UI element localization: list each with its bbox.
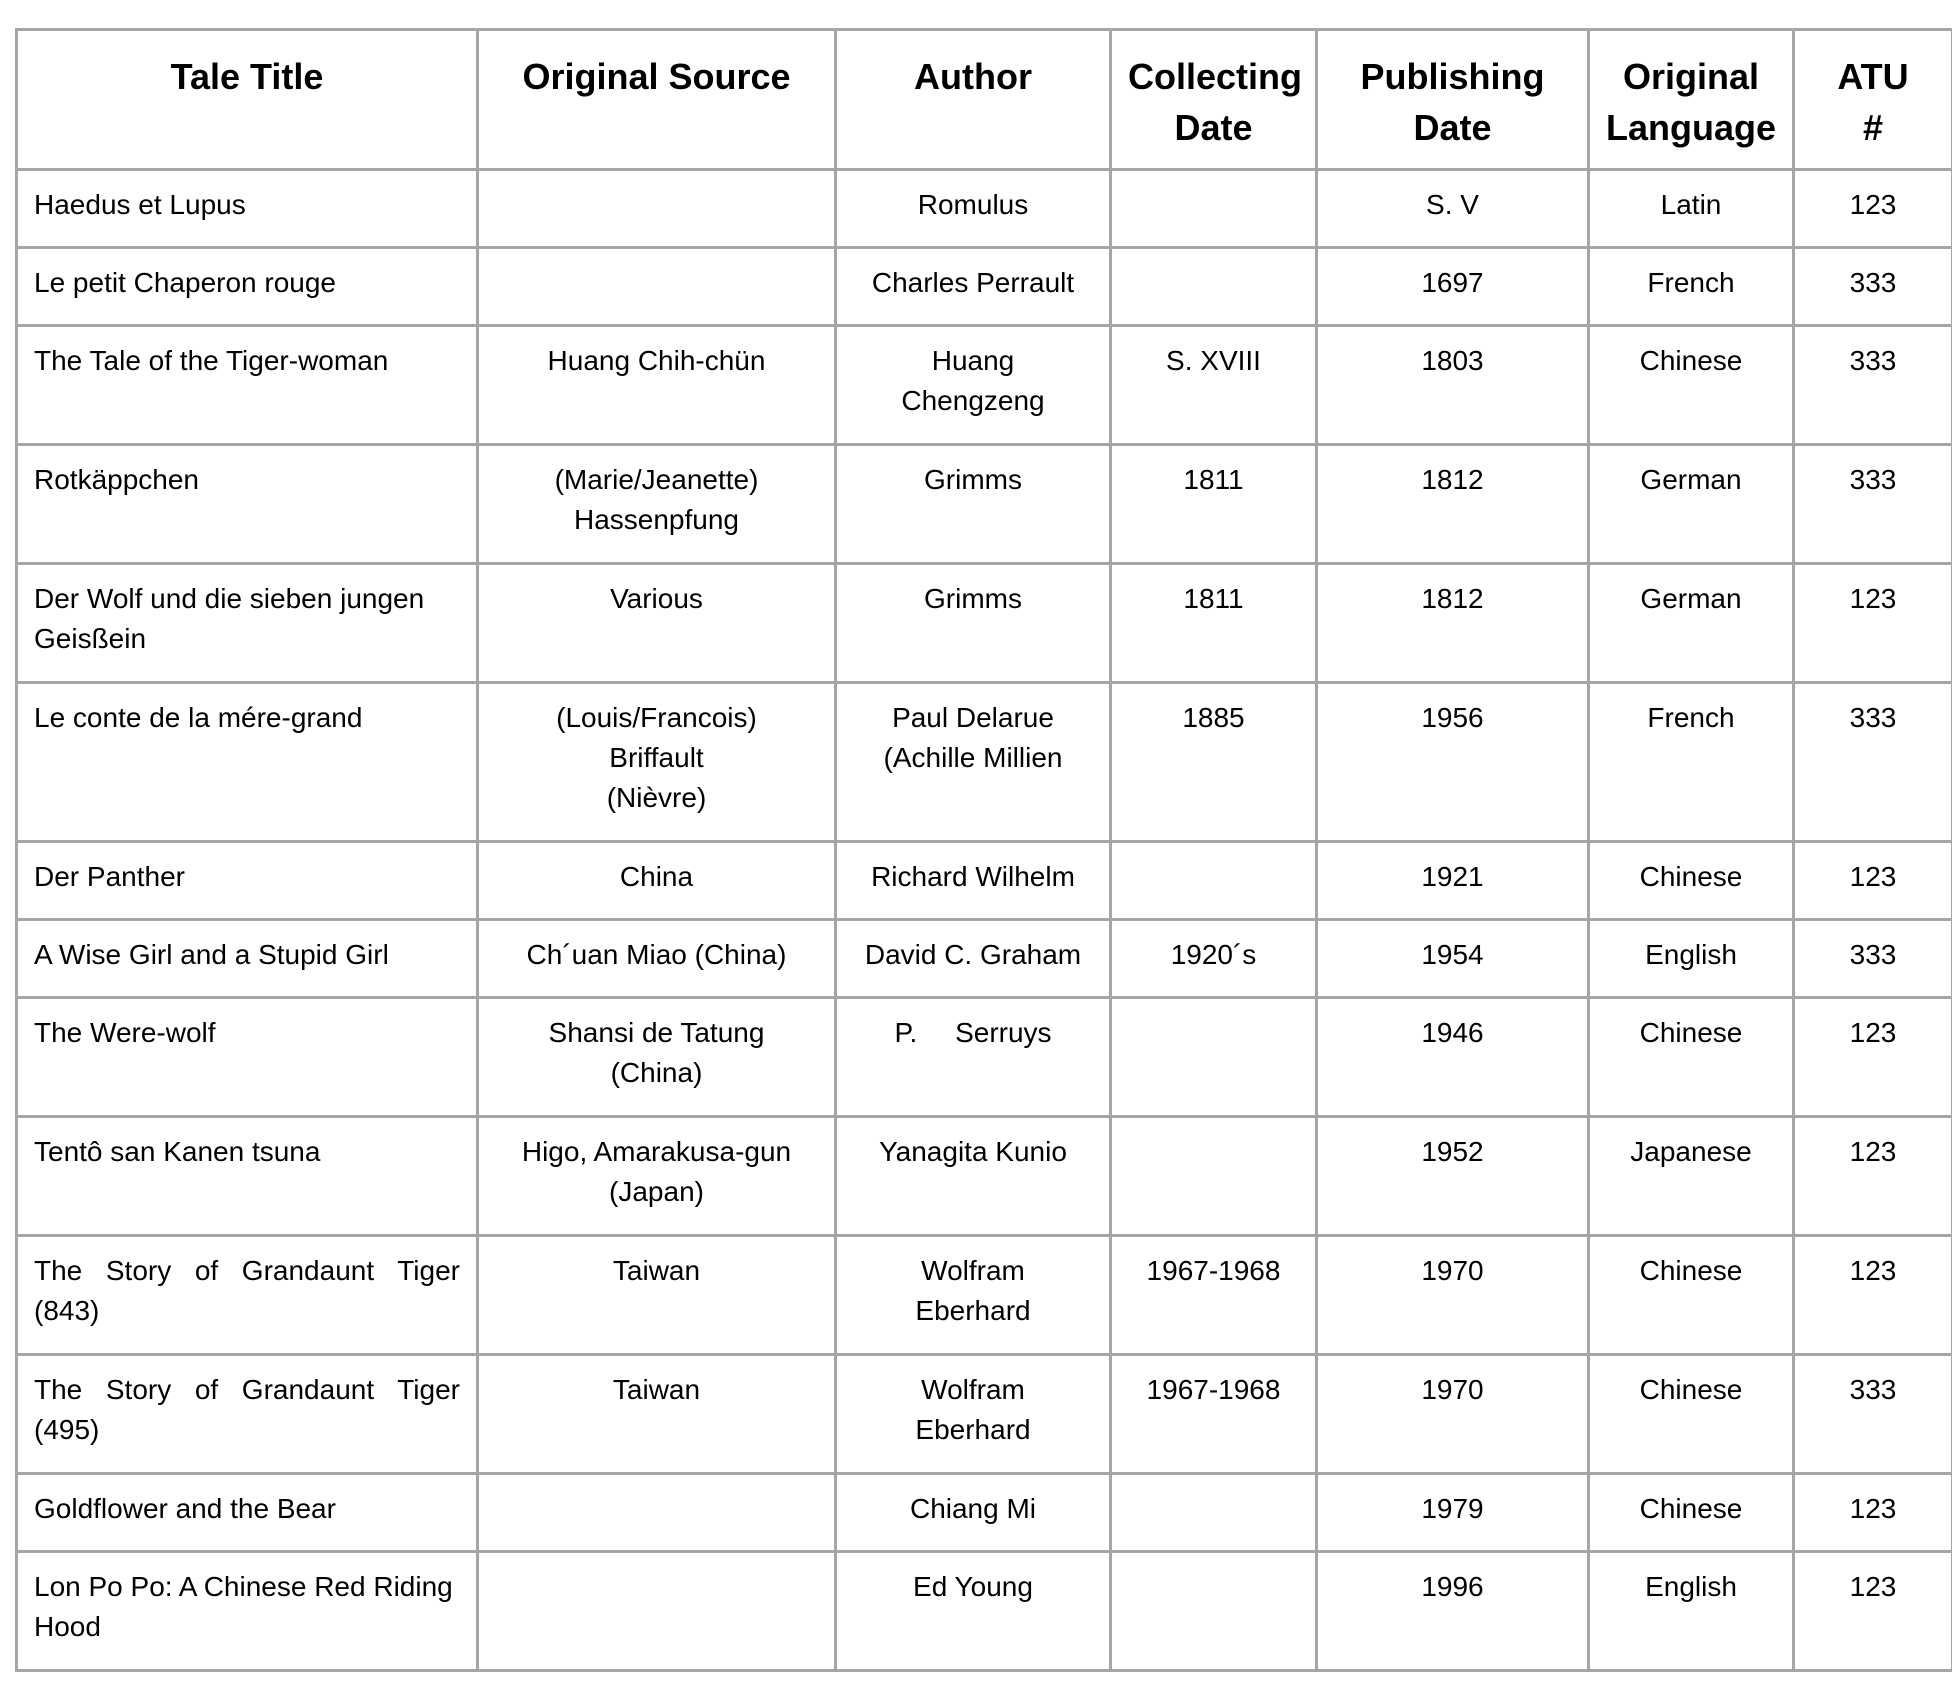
- cell-atu-number: 123: [1794, 564, 1952, 683]
- cell-original-language: Japanese: [1589, 1117, 1794, 1236]
- cell-atu-number: 123: [1794, 842, 1952, 920]
- cell-tale-title: The Story of Grandaunt Tiger (843): [17, 1236, 478, 1355]
- cell-author: P. Serruys: [836, 998, 1111, 1117]
- cell-original-source: Huang Chih-chün: [478, 326, 836, 445]
- cell-original-source: [478, 248, 836, 326]
- cell-original-source: Ch´uan Miao (China): [478, 920, 836, 998]
- cell-author: Wolfram Eberhard: [836, 1236, 1111, 1355]
- table-row: [17, 1552, 1952, 1671]
- table-row: [17, 1474, 1952, 1552]
- cell-collecting-date: 1920´s: [1111, 920, 1317, 998]
- cell-atu-number: 123: [1794, 1236, 1952, 1355]
- cell-publishing-date: 1952: [1317, 1117, 1589, 1236]
- cell-atu-number: 123: [1794, 1117, 1952, 1236]
- header-original-language: Original Language: [1589, 30, 1794, 170]
- cell-collecting-date: 1811: [1111, 445, 1317, 564]
- cell-publishing-date: 1812: [1317, 445, 1589, 564]
- cell-author: Huang Chengzeng: [836, 326, 1111, 445]
- cell-collecting-date: [1111, 998, 1317, 1117]
- cell-collecting-date: [1111, 1474, 1317, 1552]
- cell-original-source: Shansi de Tatung (China): [478, 998, 836, 1117]
- cell-publishing-date: 1921: [1317, 842, 1589, 920]
- cell-tale-title: Der Panther: [17, 842, 478, 920]
- tales-table: [15, 28, 1952, 1672]
- cell-original-source: (Louis/Francois) Briffault (Nièvre): [478, 683, 836, 842]
- cell-tale-title: The Story of Grandaunt Tiger (495): [17, 1355, 478, 1474]
- cell-author: Ed Young: [836, 1552, 1111, 1671]
- cell-tale-title: The Were-wolf: [17, 998, 478, 1117]
- cell-collecting-date: [1111, 842, 1317, 920]
- cell-publishing-date: 1697: [1317, 248, 1589, 326]
- cell-atu-number: 333: [1794, 326, 1952, 445]
- cell-atu-number: 333: [1794, 1355, 1952, 1474]
- table-row: [17, 248, 1952, 326]
- cell-original-language: Chinese: [1589, 998, 1794, 1117]
- table-row: [17, 683, 1952, 842]
- cell-publishing-date: 1970: [1317, 1355, 1589, 1474]
- cell-collecting-date: 1967-1968: [1111, 1236, 1317, 1355]
- cell-original-source: [478, 170, 836, 248]
- table-row: [17, 326, 1952, 445]
- cell-tale-title: A Wise Girl and a Stupid Girl: [17, 920, 478, 998]
- cell-author: Grimms: [836, 564, 1111, 683]
- table-row: [17, 1117, 1952, 1236]
- cell-atu-number: 123: [1794, 998, 1952, 1117]
- cell-tale-title: Der Wolf und die sieben jungen Geisßein: [17, 564, 478, 683]
- header-row: [17, 30, 1952, 170]
- table-row: [17, 998, 1952, 1117]
- cell-tale-title: Lon Po Po: A Chinese Red Riding Hood: [17, 1552, 478, 1671]
- cell-author: David C. Graham: [836, 920, 1111, 998]
- cell-original-source: (Marie/Jeanette) Hassenpfung: [478, 445, 836, 564]
- cell-author: Charles Perrault: [836, 248, 1111, 326]
- cell-original-language: Chinese: [1589, 326, 1794, 445]
- cell-original-source: China: [478, 842, 836, 920]
- cell-original-source: [478, 1552, 836, 1671]
- cell-original-language: German: [1589, 445, 1794, 564]
- cell-tale-title: Le conte de la mére-grand: [17, 683, 478, 842]
- cell-collecting-date: 1967-1968: [1111, 1355, 1317, 1474]
- cell-author: Romulus: [836, 170, 1111, 248]
- cell-original-source: Higo, Amarakusa-gun (Japan): [478, 1117, 836, 1236]
- cell-collecting-date: 1811: [1111, 564, 1317, 683]
- header-tale-title: Tale Title: [17, 30, 478, 170]
- cell-publishing-date: 1946: [1317, 998, 1589, 1117]
- cell-atu-number: 123: [1794, 170, 1952, 248]
- header-author: Author: [836, 30, 1111, 170]
- cell-collecting-date: [1111, 1552, 1317, 1671]
- cell-original-language: Chinese: [1589, 1474, 1794, 1552]
- cell-tale-title: Haedus et Lupus: [17, 170, 478, 248]
- cell-author: Grimms: [836, 445, 1111, 564]
- cell-original-language: Chinese: [1589, 1236, 1794, 1355]
- cell-original-source: Taiwan: [478, 1236, 836, 1355]
- cell-author: Chiang Mi: [836, 1474, 1111, 1552]
- cell-original-language: English: [1589, 920, 1794, 998]
- cell-atu-number: 123: [1794, 1474, 1952, 1552]
- cell-tale-title: Le petit Chaperon rouge: [17, 248, 478, 326]
- header-publishing-date: Publishing Date: [1317, 30, 1589, 170]
- cell-tale-title: Rotkäppchen: [17, 445, 478, 564]
- cell-original-source: [478, 1474, 836, 1552]
- header-atu-number: ATU #: [1794, 30, 1952, 170]
- cell-tale-title: Goldflower and the Bear: [17, 1474, 478, 1552]
- header-original-source: Original Source: [478, 30, 836, 170]
- cell-author: Wolfram Eberhard: [836, 1355, 1111, 1474]
- cell-original-language: Chinese: [1589, 1355, 1794, 1474]
- cell-atu-number: 123: [1794, 1552, 1952, 1671]
- cell-original-language: German: [1589, 564, 1794, 683]
- cell-publishing-date: 1812: [1317, 564, 1589, 683]
- cell-publishing-date: 1970: [1317, 1236, 1589, 1355]
- cell-tale-title: The Tale of the Tiger-woman: [17, 326, 478, 445]
- cell-publishing-date: 1979: [1317, 1474, 1589, 1552]
- cell-atu-number: 333: [1794, 683, 1952, 842]
- cell-collecting-date: [1111, 248, 1317, 326]
- cell-publishing-date: 1803: [1317, 326, 1589, 445]
- cell-collecting-date: S. XVIII: [1111, 326, 1317, 445]
- cell-collecting-date: [1111, 170, 1317, 248]
- cell-atu-number: 333: [1794, 248, 1952, 326]
- table-row: [17, 170, 1952, 248]
- cell-atu-number: 333: [1794, 920, 1952, 998]
- table-row: [17, 920, 1952, 998]
- cell-publishing-date: 1996: [1317, 1552, 1589, 1671]
- cell-publishing-date: S. V: [1317, 170, 1589, 248]
- cell-original-source: Taiwan: [478, 1355, 836, 1474]
- cell-original-language: Chinese: [1589, 842, 1794, 920]
- table-row: [17, 564, 1952, 683]
- cell-atu-number: 333: [1794, 445, 1952, 564]
- cell-author: Yanagita Kunio: [836, 1117, 1111, 1236]
- cell-publishing-date: 1954: [1317, 920, 1589, 998]
- cell-original-language: Latin: [1589, 170, 1794, 248]
- cell-original-language: English: [1589, 1552, 1794, 1671]
- cell-collecting-date: [1111, 1117, 1317, 1236]
- table-row: [17, 842, 1952, 920]
- header-collecting-date: Collecting Date: [1111, 30, 1317, 170]
- cell-collecting-date: 1885: [1111, 683, 1317, 842]
- cell-publishing-date: 1956: [1317, 683, 1589, 842]
- table-row: [17, 1355, 1952, 1474]
- cell-author: Paul Delarue (Achille Millien: [836, 683, 1111, 842]
- cell-tale-title: Tentô san Kanen tsuna: [17, 1117, 478, 1236]
- cell-original-source: Various: [478, 564, 836, 683]
- cell-original-language: French: [1589, 248, 1794, 326]
- table-row: [17, 1236, 1952, 1355]
- table-row: [17, 445, 1952, 564]
- cell-author: Richard Wilhelm: [836, 842, 1111, 920]
- cell-original-language: French: [1589, 683, 1794, 842]
